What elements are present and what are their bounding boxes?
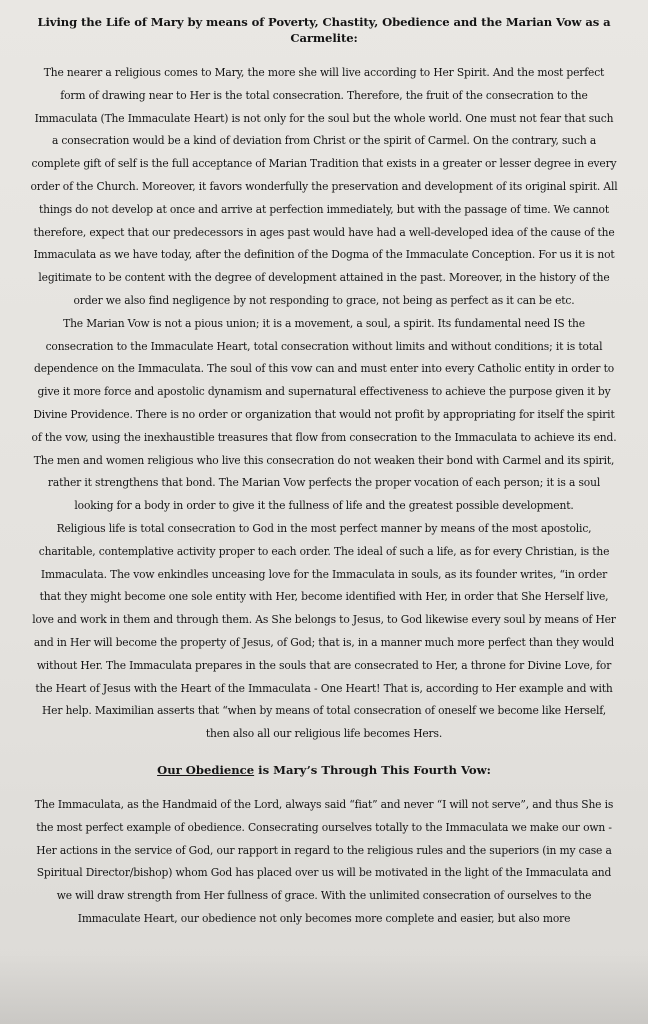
paragraph-religious-life: Religious life is total consecration to God in the most perfect manner by means of the most apostolic, charitable, contemplative activity proper to each order. The ideal of such a life, as for every Christian, is the Immaculata. The vow enkindles unceasing love for the Immaculata in souls, as its founder writes, “in order that they might become one sole entity with Her, become identified with Her, in order that She Herself live, love and work in them and through them. As She belongs to Jesus, to God likewise every soul by means of Her and in Her will become the property of Jesus, of God; that is, in a manner much more perfect than they would without Her. The Immaculata prepares in the souls that are consecrated to Her, a throne for Divine Love, for the Heart of Jesus with the Heart of the Immaculata - One Heart! That is, according to Her example and with Her help. Maximilian asserts that “when by means of total consecration of oneself we become like Herself, then also all our religious life becomes Hers. [32,521,616,741]
paragraph-marian-vow: The Marian Vow is not a pious union; it is a movement, a soul, a spirit. Its fundamental need IS the consecration to the Immaculate Heart, total consecration without limits and without conditions; it is total dependence on the Immaculata. The soul of this vow can and must enter into every Catholic entity in order to give it more force and apostolic dynamism and supernatural effectiveness to achieve the purpose given it by Divine Providence. There is no order or organization that would not profit by appropriating for itself the spirit of the vow, using the inexhaustible treasures that flow from consecration to the Immaculata to achieve its end. The men and women religious who live this consecration do not weaken their bond with Carmel and its spirit, rather it strengthens that bond. The Marian Vow perfects the proper vocation of each person; it is a soul looking for a body in order to give it the fullness of life and the greatest possible development. [31,316,617,513]
obedience-subheading-underlined: Our Obedience [157,762,255,777]
paragraph-obedience: The Immaculata, as the Handmaid of the Lord, always said “fiat” and never “I will not serve”, and thus She is the most perfect example of obedience. Consecrating ourselves totally to the Immaculata we make our own - Her actions in the service of God, our rapport in regard to the religious rules and the superiors (in my case a Spiritual Director/bishop) whom God has placed over us will be motivated in the light of the Immaculata and we will draw strength from Her fullness of grace. With the unlimited consecration of ourselves to the Immaculate Heart, our obedience not only becomes more complete and easier, but also more [34,797,614,925]
page-heading: Living the Life of Mary by means of Poverty, Chastity, Obedience and the Marian Vow as a Carmelite: [37,15,611,45]
paragraph-consecration: The nearer a religious comes to Mary, the more she will live according to Her Spirit. And the most perfect form of drawing near to Her is the total consecration. Therefore, the fruit of the consecration to the Immaculata (The Immaculate Heart) is not only for the soul but the whole world. One must not fear that such a consecration would be a kind of deviation from Christ or the spirit of Carmel. On the contrary, such a complete gift of self is the full acceptance of Marian Tradition that exists in a greater or lesser degree in every order of the Church. Moreover, it favors wonderfully the preservation and development of its original spirit. All things do not develop at once and arrive at perfection immediately, but with the passage of time. We cannot therefore, expect that our predecessors in ages past would have had a well-developed idea of the cause of the Immaculata as we have today, after the definition of the Dogma of the Immaculate Conception. For us it is not legitimate to be content with the degree of development attained in the past. Moreover, in the history of the order we also find negligence by not responding to grace, not being as perfect as it can be etc. [30,66,618,307]
obedience-subheading-rest: is Mary’s Through This Fourth Vow: [254,762,491,777]
obedience-subheading [30,762,618,778]
